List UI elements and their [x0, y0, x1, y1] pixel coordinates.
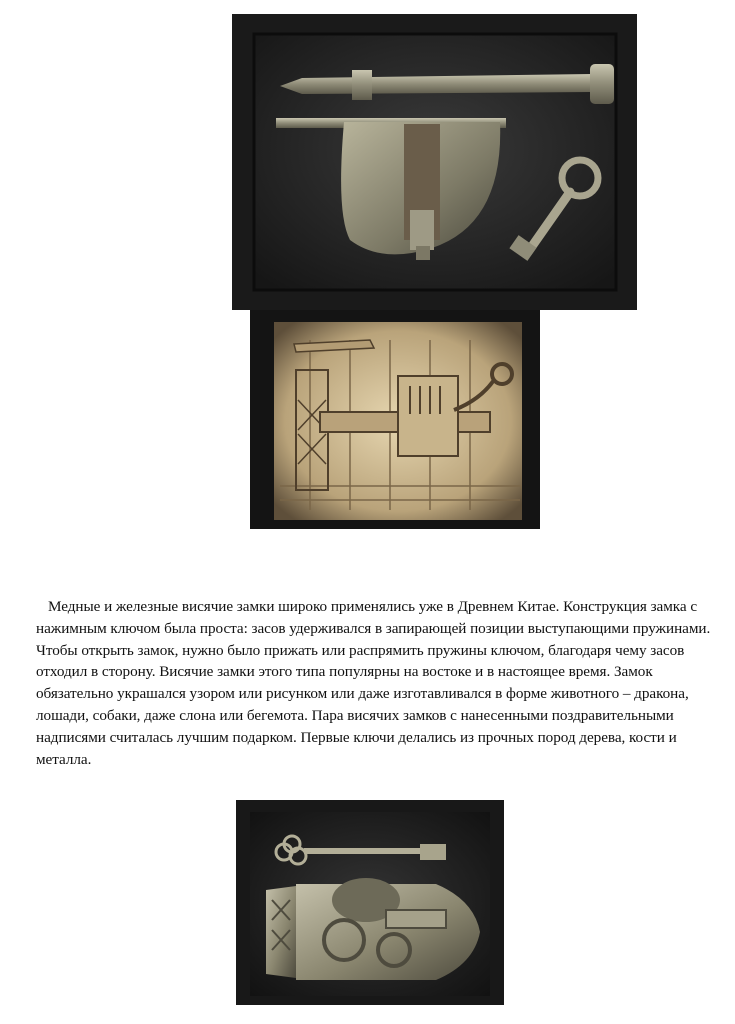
body-paragraph: Медные и железные висячие замки широко применялись уже в Древнем Китае. Конструкция замка с нажимным ключом была проста: засов удерживался в запирающей позиции выступающими пружинами. Чтобы открыть замок, нужно было прижать или распрямить пружины ключом, благодаря чему засов отходил в сторону. Висячие замки этого типа популярны на востоке и в настоящее время. Замок обязательно украшался узором или рисунком или даже изготавливался в форме животного – дракона, лошади, собаки, даже слона или бегемота. Пара висячих замков с нанесенными поздравительными надписями считалась лучшим подарком. Первые ключи делались из прочных пород дерева, кости и металла.	[36, 598, 711, 768]
ornate-lock-photo	[236, 800, 504, 1005]
lock-mechanism-drawing	[250, 310, 540, 529]
ornate-lock-illustration	[236, 800, 504, 1005]
padlock-illustration	[232, 14, 637, 310]
mechanism-illustration	[250, 310, 540, 529]
padlock-photo	[232, 14, 637, 310]
